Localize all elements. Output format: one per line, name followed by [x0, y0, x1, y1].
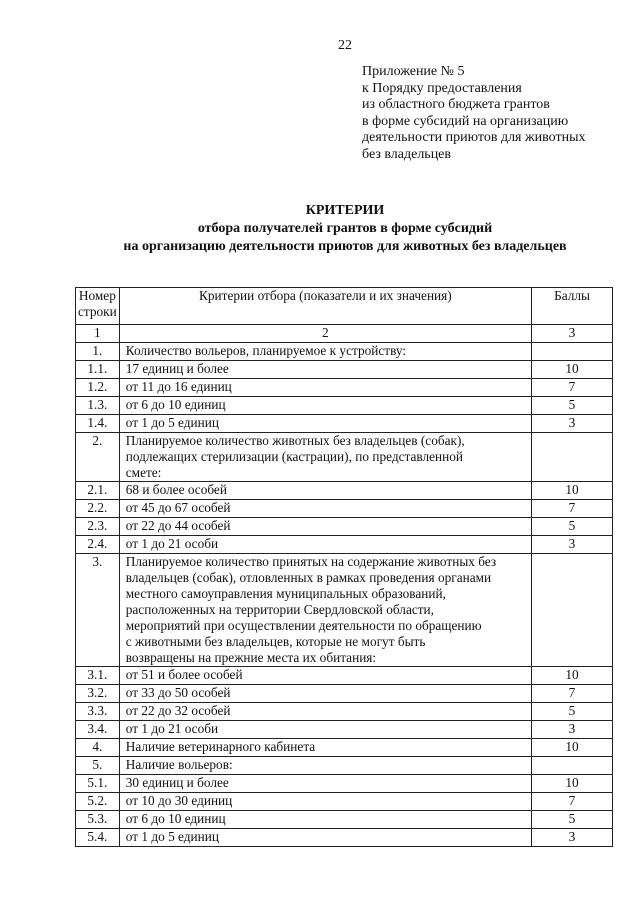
row-criteria: [119, 379, 531, 397]
row-number: 3.3.: [76, 703, 120, 721]
row-criteria: [119, 739, 531, 757]
criteria-line: расположенных на территории Свердловской области,: [125, 602, 434, 617]
header-points: Баллы: [532, 288, 613, 325]
appendix-block: [362, 64, 586, 164]
row-criteria: [119, 721, 531, 739]
table-row: [76, 500, 613, 518]
row-number: 5.1.: [76, 775, 120, 793]
row-number: 5.4.: [76, 829, 120, 847]
header-num-line: строки: [78, 304, 117, 319]
criteria-line: от 1 до 21 особи: [125, 721, 219, 736]
row-points: 10: [532, 775, 613, 793]
criteria-line: владельцев (собак), отловленных в рамках проведения органами: [125, 570, 492, 585]
row-points: 7: [532, 793, 613, 811]
row-number: 5.3.: [76, 811, 120, 829]
row-points: [532, 343, 613, 361]
row-points: 10: [532, 667, 613, 685]
criteria-line: от 22 до 32 особей: [125, 703, 231, 718]
table-row: [76, 721, 613, 739]
row-number: 3.4.: [76, 721, 120, 739]
row-number: 1.3.: [76, 397, 120, 415]
criteria-line: от 33 до 50 особей: [125, 685, 231, 700]
row-number: 1.2.: [76, 379, 120, 397]
table-row: [76, 554, 613, 667]
row-points: 5: [532, 811, 613, 829]
table-row: [76, 379, 613, 397]
row-criteria: [119, 685, 531, 703]
row-number: 3.2.: [76, 685, 120, 703]
table-row: [76, 811, 613, 829]
row-points: 7: [532, 500, 613, 518]
criteria-line: Планируемое количество принятых на содержание животных без: [125, 554, 497, 569]
row-criteria: [119, 415, 531, 433]
table-row: [76, 482, 613, 500]
column-numbers-row: [76, 325, 613, 343]
table-row: [76, 703, 613, 721]
criteria-line: Наличие вольеров:: [125, 757, 233, 772]
row-points: 10: [532, 361, 613, 379]
row-criteria: [119, 793, 531, 811]
header-num-line: Номер: [78, 288, 116, 303]
criteria-line: подлежащих стерилизации (кастрации), по представленной: [125, 449, 464, 464]
row-number: 3.: [76, 554, 120, 667]
row-criteria: [119, 554, 531, 667]
criteria-line: от 45 до 67 особей: [125, 500, 231, 515]
row-number: 2.1.: [76, 482, 120, 500]
row-number: 1.: [76, 343, 120, 361]
row-number: 5.2.: [76, 793, 120, 811]
criteria-line: от 51 и более особей: [125, 667, 243, 682]
row-points: 3: [532, 721, 613, 739]
row-criteria: [119, 361, 531, 379]
criteria-line: возвращены на прежние места их обитания:: [125, 650, 377, 665]
row-points: 5: [532, 518, 613, 536]
row-criteria: [119, 536, 531, 554]
column-number: 2: [119, 325, 531, 343]
table-row: [76, 757, 613, 775]
document-title: [0, 202, 640, 256]
row-points: [532, 757, 613, 775]
row-criteria: [119, 775, 531, 793]
row-number: 3.1.: [76, 667, 120, 685]
column-number: 3: [532, 325, 613, 343]
row-points: 5: [532, 703, 613, 721]
row-points: 3: [532, 415, 613, 433]
table-row: [76, 343, 613, 361]
criteria-line: Наличие ветеринарного кабинета: [125, 739, 316, 754]
row-points: 3: [532, 829, 613, 847]
row-points: 7: [532, 685, 613, 703]
table-row: [76, 518, 613, 536]
table-row: [76, 739, 613, 757]
appendix-line: Приложение № 5: [362, 64, 465, 79]
table-row: [76, 685, 613, 703]
criteria-line: смете:: [125, 465, 162, 480]
table-row: [76, 775, 613, 793]
row-points: 10: [532, 739, 613, 757]
row-points: 3: [532, 536, 613, 554]
criteria-line: с животными без владельцев, которые не могут быть: [125, 634, 426, 649]
criteria-line: от 1 до 5 единиц: [125, 415, 219, 430]
criteria-line: от 6 до 10 единиц: [125, 811, 226, 826]
row-criteria: [119, 829, 531, 847]
criteria-line: местного самоуправления муниципальных образований,: [125, 586, 446, 601]
row-criteria: [119, 703, 531, 721]
row-number: 2.4.: [76, 536, 120, 554]
row-number: 1.1.: [76, 361, 120, 379]
row-criteria: [119, 500, 531, 518]
row-criteria: [119, 482, 531, 500]
criteria-line: 17 единиц и более: [125, 361, 229, 376]
table-row: [76, 667, 613, 685]
title-line: на организацию деятельности приютов для животных без владельцев: [123, 239, 567, 254]
table-header-row: [76, 288, 613, 325]
row-criteria: [119, 757, 531, 775]
appendix-line: деятельности приютов для животных: [362, 130, 586, 146]
appendix-line: из областного бюджета грантов: [362, 97, 550, 113]
criteria-line: 68 и более особей: [125, 482, 227, 497]
row-points: 7: [532, 379, 613, 397]
row-points: [532, 554, 613, 667]
table-row: [76, 415, 613, 433]
title-line: отбора получателей грантов в форме субсидий: [197, 221, 493, 236]
row-number: 1.4.: [76, 415, 120, 433]
page-number: 22: [338, 38, 352, 53]
table-row: [76, 361, 613, 379]
header-criteria: Критерии отбора (показатели и их значения): [119, 288, 531, 325]
row-number: 2.2.: [76, 500, 120, 518]
header-num: [76, 288, 120, 325]
criteria-line: от 11 до 16 единиц: [125, 379, 232, 394]
row-criteria: [119, 433, 531, 482]
criteria-line: Планируемое количество животных без владельцев (собак),: [125, 433, 465, 448]
row-number: 2.3.: [76, 518, 120, 536]
row-points: [532, 433, 613, 482]
criteria-line: мероприятий при осуществлении деятельности по обращению: [125, 618, 482, 633]
criteria-table: [75, 287, 613, 847]
criteria-line: от 22 до 44 особей: [125, 518, 231, 533]
table-row: [76, 793, 613, 811]
table-row: [76, 536, 613, 554]
row-number: 2.: [76, 433, 120, 482]
appendix-line: без владельцев: [362, 146, 452, 162]
criteria-line: от 1 до 21 особи: [125, 536, 219, 551]
column-number: 1: [76, 325, 120, 343]
row-number: 4.: [76, 739, 120, 757]
row-criteria: [119, 397, 531, 415]
criteria-line: Количество вольеров, планируемое к устройству:: [125, 343, 407, 358]
row-criteria: [119, 667, 531, 685]
title-line: КРИТЕРИИ: [305, 203, 385, 218]
row-points: 10: [532, 482, 613, 500]
row-number: 5.: [76, 757, 120, 775]
table-row: [76, 829, 613, 847]
row-criteria: [119, 343, 531, 361]
criteria-line: от 6 до 10 единиц: [125, 397, 226, 412]
criteria-line: 30 единиц и более: [125, 775, 229, 790]
table-row: [76, 397, 613, 415]
appendix-line: в форме субсидий на организацию: [362, 113, 569, 129]
row-criteria: [119, 811, 531, 829]
criteria-line: от 10 до 30 единиц: [125, 793, 233, 808]
table-row: [76, 433, 613, 482]
row-criteria: [119, 518, 531, 536]
criteria-line: от 1 до 5 единиц: [125, 829, 219, 844]
appendix-line: к Порядку предоставления: [362, 80, 522, 96]
row-points: 5: [532, 397, 613, 415]
